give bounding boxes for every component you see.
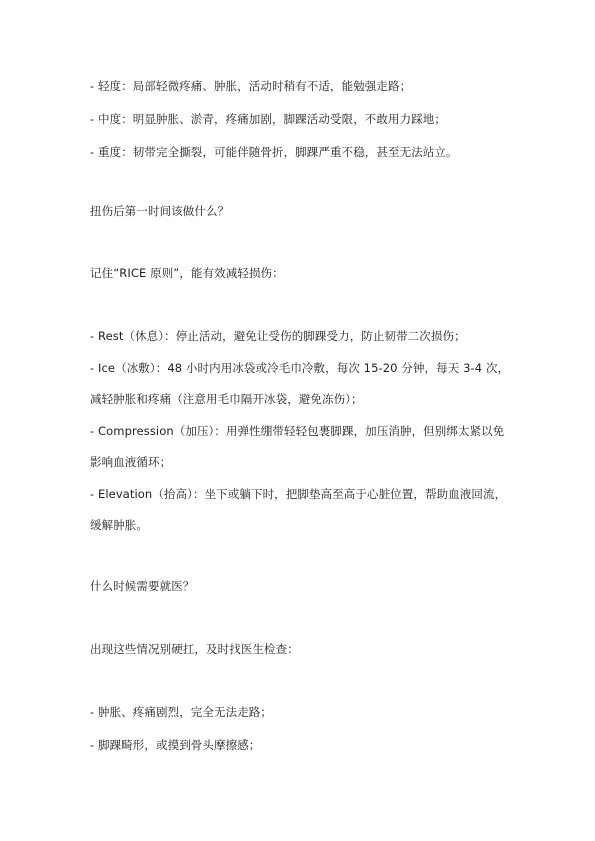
see-doctor-heading: 什么时候需要就医？ xyxy=(90,579,195,593)
doctor-sign-2: - 脚踝畸形，或摸到骨头摩擦感； xyxy=(90,738,261,752)
rice-elevation: - Elevation（抬高）：坐下或躺下时，把脚垫高至高于心脏位置，帮助血液回流， xyxy=(90,487,507,501)
see-doctor-intro: 出现这些情况别硬扛，及时找医生检查： xyxy=(90,642,299,656)
rice-ice: - Ice（冰敷）：48 小时内用冰袋或冷毛巾冷敷，每次 15-20 分钟，每天 3-4 次， xyxy=(90,361,510,375)
severity-mild: - 轻度：局部轻微疼痛、肿胀，活动时稍有不适，能勉强走路； xyxy=(90,79,412,93)
severity-severe: - 重度：韧带完全撕裂，可能伴随骨折，脚踝严重不稳，甚至无法站立。 xyxy=(90,145,458,159)
severity-moderate: - 中度：明显肿胀、淤青，疼痛加剧，脚踝活动受限，不敢用力踩地； xyxy=(90,112,447,126)
first-aid-heading: 扭伤后第一时间该做什么？ xyxy=(90,204,230,218)
first-aid-intro: 记住“RICE 原则”，能有效减轻损伤： xyxy=(90,266,284,280)
doctor-sign-1: - 肿胀、疼痛剧烈，完全无法走路； xyxy=(90,705,273,719)
rice-rest: - Rest（休息）：停止活动，避免让受伤的脚踝受力，防止韧带二次损伤； xyxy=(90,329,466,343)
rice-compression-continued: 影响血液循环； xyxy=(90,455,172,469)
rice-elevation-continued: 缓解肿胀。 xyxy=(90,518,148,532)
rice-compression: - Compression（加压）：用弹性绷带轻轻包裹脚踝，加压消肿，但别绑太紧以免 xyxy=(90,424,505,438)
rice-ice-continued: 减轻肿胀和疼痛（注意用毛巾隔开冰袋，避免冻伤）； xyxy=(90,392,363,406)
